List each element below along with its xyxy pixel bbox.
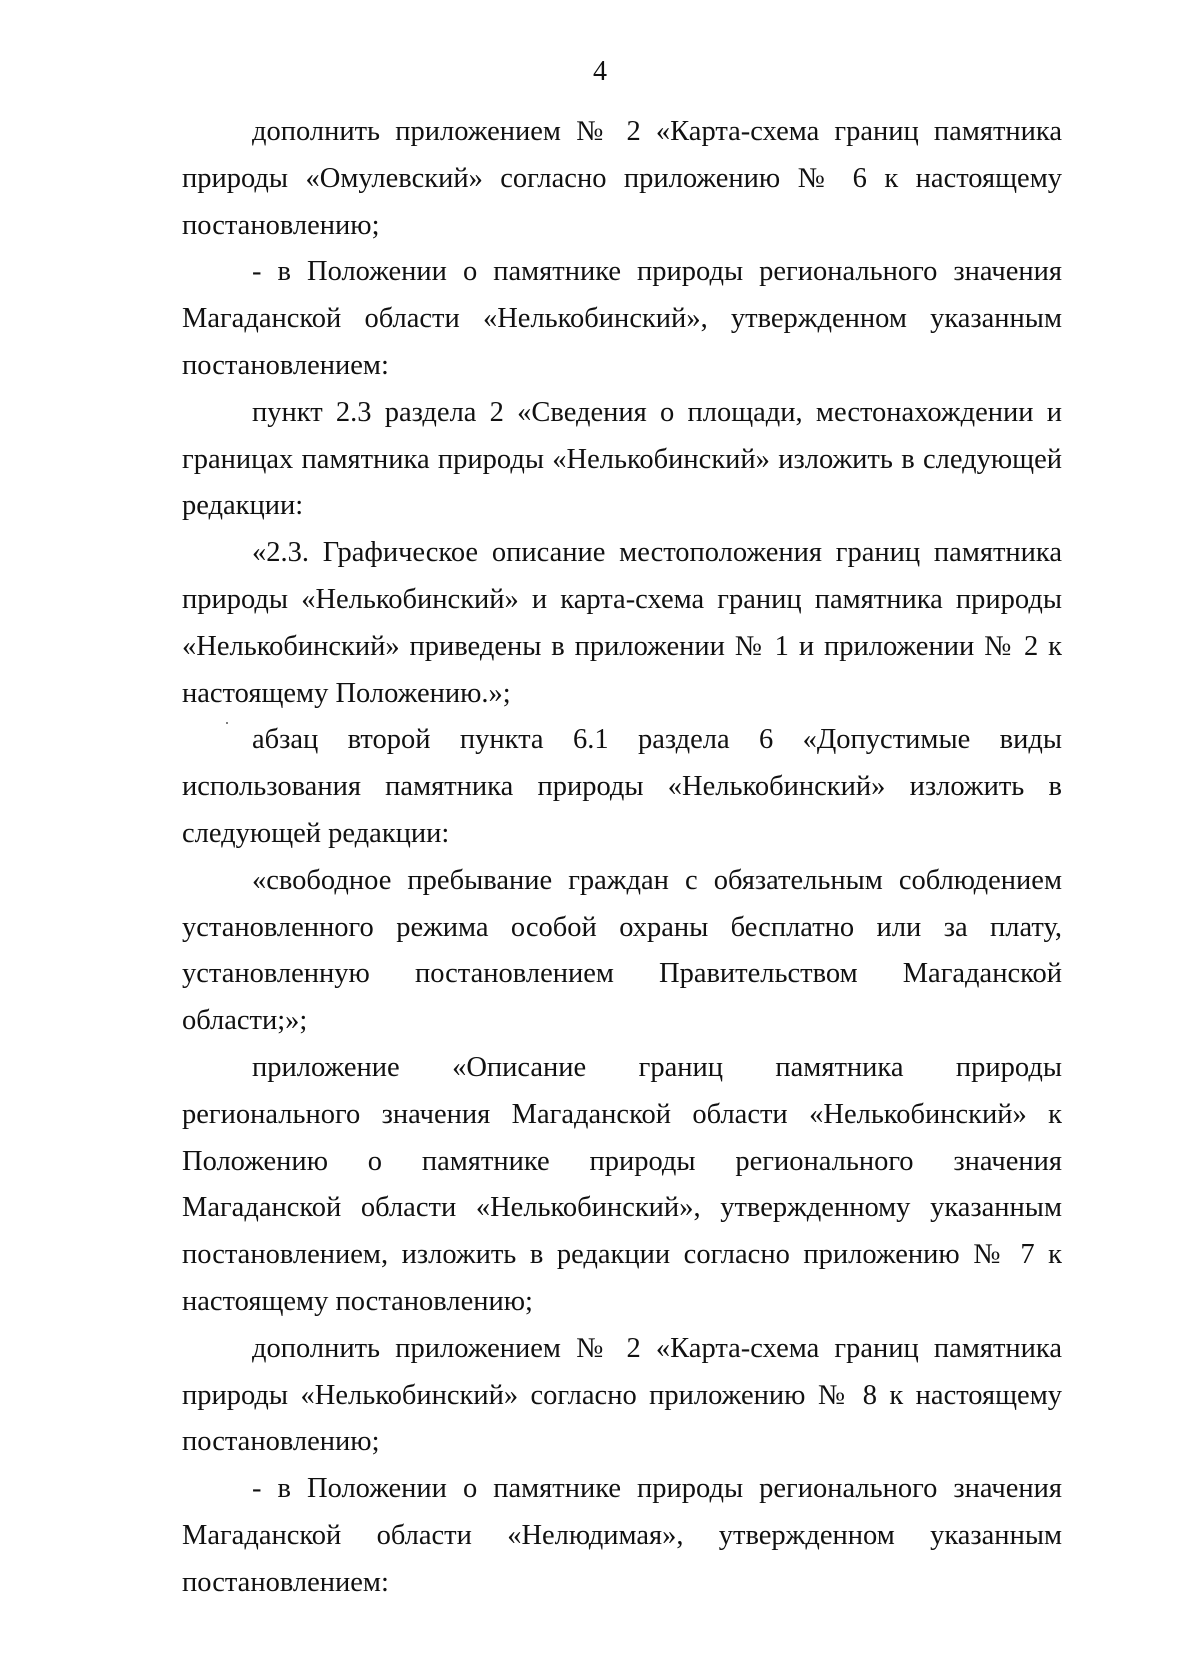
paragraph-5: абзац второй пункта 6.1 раздела 6 «Допустимые виды использования памятника природы «Нелькобинский» изложить в следующей редакции:	[182, 724, 1062, 849]
scan-speck	[226, 722, 228, 724]
paragraph-1: дополнить приложением № 2 «Карта-схема границ памятника природы «Омулевский» согласно приложению № 6 к настоящему постановлению;	[182, 116, 1062, 241]
paragraph-7: приложение «Описание границ памятника природы регионального значения Магаданской области «Нелькобинский» к Положению о памятнике природы регионального значения Магаданской области «Нелькобинский», утвержденному указанным постановлением, изложить в редакции согласно приложению № 7 к настоящему постановлению;	[182, 1051, 1062, 1317]
paragraph-6: «свободное пребывание граждан с обязательным соблюдением установленного режима особой охраны бесплатно или за плату, установленную постановлением Правительством Магаданской области;»;	[182, 864, 1062, 1037]
document-body	[182, 109, 1062, 1607]
paragraph-4: «2.3. Графическое описание местоположения границ памятника природы «Нелькобинский» и карта-схема границ памятника природы «Нелькобинский» приведены в приложении № 1 и приложении № 2 к настоящему Положению.»;	[182, 537, 1062, 709]
paragraph-9: - в Положении о памятнике природы регионального значения Магаданской области «Нелюдимая», утвержденном указанным постановлением:	[182, 1473, 1062, 1598]
page-number: 4	[593, 56, 607, 87]
paragraph-8: дополнить приложением № 2 «Карта-схема границ памятника природы «Нелькобинский» согласно приложению № 8 к настоящему постановлению;	[182, 1332, 1062, 1458]
paragraph-3: пункт 2.3 раздела 2 «Сведения о площади, местонахождении и границах памятника природы «Нелькобинский» изложить в следующей редакции:	[182, 396, 1062, 522]
paragraph-2: - в Положении о памятнике природы регионального значения Магаданской области «Нелькобинский», утвержденном указанным постановлением:	[182, 256, 1062, 381]
